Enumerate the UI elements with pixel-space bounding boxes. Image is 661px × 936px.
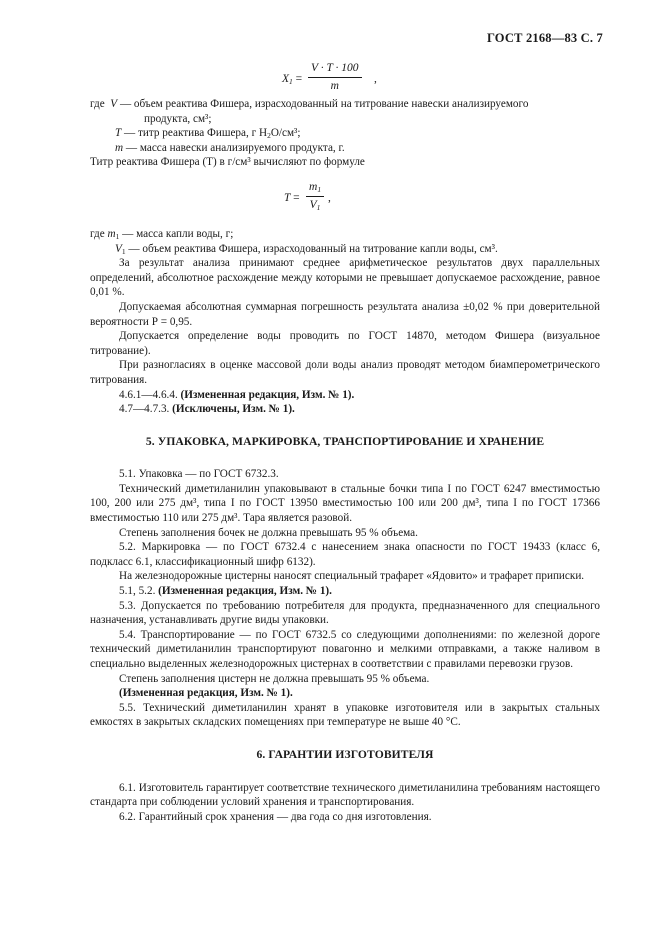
section-5-p7: 5.3. Допускается по требованию потребителя для продукта, предназначенного для специального назначения, устанавливать другие виды упаковки. [90,599,600,627]
section-5-p8: 5.4. Транспортирование — по ГОСТ 6732.5 со следующими дополнениями: по железной дороге технический диметиланилин транспортируют повагонно и мелкими отправками, а также наливом в специально выделенных железнодорожных цистернах в соответствии с правилами перевозки грузов. [90,628,600,670]
amendment-note: 5.1, 5.2. (Измененная редакция, Изм. № 1). [119,585,332,598]
formula-t-definitions [90,227,600,256]
formula-t-numerator: $m_1$ [306,180,324,197]
paragraph-fischer: Допускается определение воды проводить по ГОСТ 14870, методом Фишера (визуальное титрование). [90,330,600,357]
formula-t-lhs: T = [284,191,300,204]
def-v: где V — объем реактива Фишера, израсходованный на титрование навески анализируемого [90,98,529,110]
formula-x1-fraction [308,61,362,93]
def-m1: где $m_1$ — масса капли воды, г; [90,227,234,241]
section-5-p5: На железнодорожные цистерны наносят специальный трафарет «Ядовито» и трафарет приписки. [119,570,585,583]
formula-x1-definitions [90,97,600,155]
section-5-p9: Степень заполнения цистерн не должна превышать 95 % объема. [119,672,430,685]
paragraph-disagreement: При разногласиях в оценке массовой доли воды анализ проводят методом биамперометрического титрования. [90,359,600,386]
amendment-note: 4.6.1—4.6.4. (Измененная редакция, Изм. № 1). [119,388,355,401]
section-6-title: 6. ГАРАНТИИ ИЗГОТОВИТЕЛЯ [256,747,434,761]
def-t: T — титр реактива Фишера, г $H_2O$/см³; [115,127,301,141]
section-6-p2: 6.2. Гарантийный срок хранения — два года со дня изготовления. [119,810,432,823]
formula-x1-lhs: $X_1$ = [282,73,303,86]
formula-t-tail: , [328,191,331,204]
section-5-p11: 5.5. Технический диметиланилин хранят в упаковке изготовителя или в закрытых стальных емкостях в закрытых складских помещениях при температуре не выше 40 °С. [90,701,600,729]
section-5-title: 5. УПАКОВКА, МАРКИРОВКА, ТРАНСПОРТИРОВАНИЕ И ХРАНЕНИЕ [145,434,545,448]
formula-x1-numerator: V · T · 100 [308,61,362,78]
paragraph-result: За результат анализа принимают среднее арифметическое результатов двух параллельных определений, абсолютное расхождение между которыми не превышает допускаемое расхождение, равное 0,01 %. [90,257,600,299]
titr-intro: Титр реактива Фишера (Т) в г/см³ вычисляют по формуле [90,156,365,169]
section-5-p2: Технический диметиланилин упаковывают в стальные бочки типа I по ГОСТ 6247 вместимостью 100, 200 или 275 дм³, типа I по ГОСТ 13950 вместимостью 100 или 200 дм³, типа I по ГОСТ 17366 вместимостью 110 или 275 дм³. Тара является разовой. [90,482,600,525]
formula-x1-denominator: m [330,79,339,92]
def-m: m — масса навески анализируемого продукта, г. [115,141,345,154]
formula-t-fraction [306,180,324,212]
section-5-p4: 5.2. Маркировка — по ГОСТ 6732.4 с нанесением знака опасности по ГОСТ 19433 (класс 6, подкласс 6.1, классификационный шифр 6132). [90,541,600,568]
paragraph-error: Допускаемая абсолютная суммарная погрешность результата анализа ±0,02 % при доверительной вероятности Р = 0,95. [90,300,600,328]
def-v1: $V_1$ — объем реактива Фишера, израсходованный на титрование капли воды, см³. [115,242,498,256]
formula-x1 [90,57,600,97]
section-5-p3: Степень заполнения бочек не должна превышать 95 % объема. [119,526,418,539]
formula-x1-tail: , [374,73,377,85]
page-content [90,57,600,824]
section-5-p1: 5.1. Упаковка — по ГОСТ 6732.3. [119,468,279,481]
amendment-note: 4.7—4.7.3. (Исключены, Изм. № 1). [119,403,295,416]
def-v-cont: продукта, см³; [144,112,212,125]
section-6-p1: 6.1. Изготовитель гарантирует соответствие технического диметиланилина требованиям настоящего стандарта при соблюдении условий хранения и транспортирования. [90,781,600,809]
formula-t [90,178,600,222]
page-header: ГОСТ 2168—83 С. 7 [486,31,603,45]
formula-t-denominator: $V_1$ [309,198,321,212]
amendment-note: (Измененная редакция, Изм. № 1). [119,687,293,700]
